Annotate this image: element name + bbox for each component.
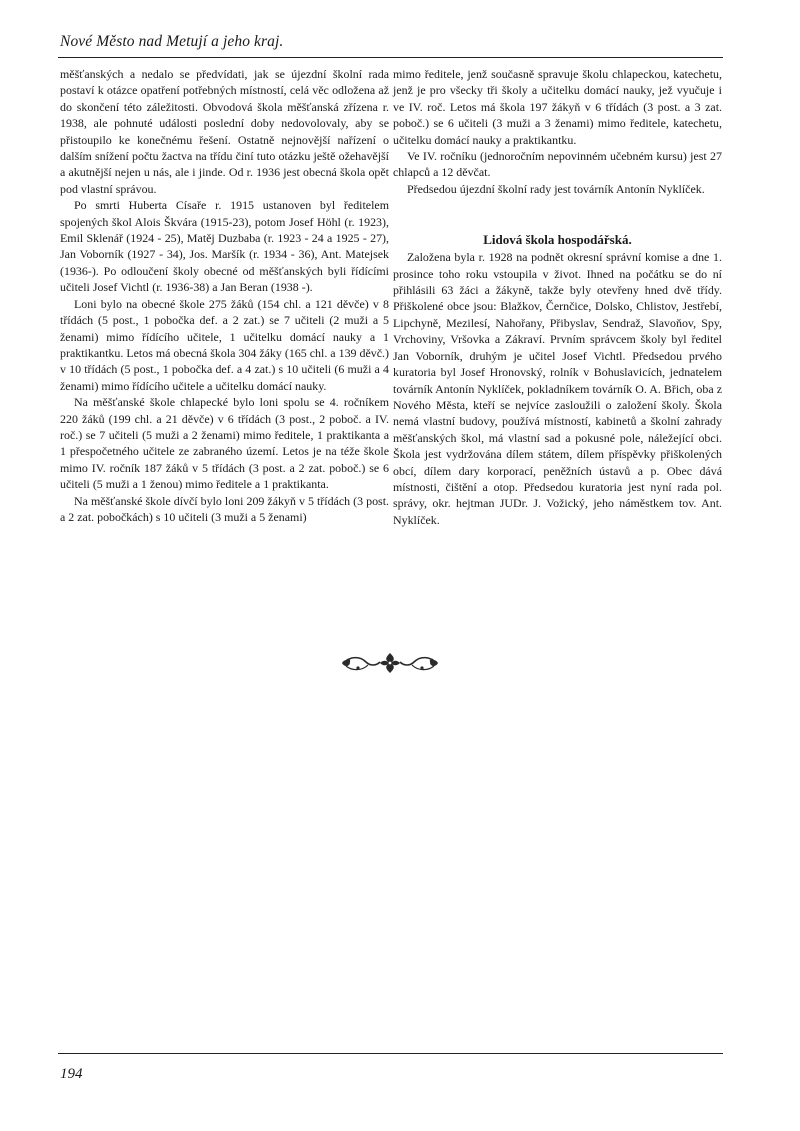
footer-rule [58,1053,723,1054]
floral-ornament-icon [340,650,440,676]
paragraph: Na měšťanské škole dívčí bylo loni 209 žákyň v 5 třídách (3 post. a 2 zat. pobočkách) s 10 učiteli (3 muži a 5 ženami) [60,493,389,524]
paragraph: Předsedou újezdní školní rady jest továrník Antonín Nyklíček. [407,181,705,196]
running-title: Nové Město nad Metují a jeho kraj. [60,33,284,50]
right-column [393,66,722,528]
header-rule [58,57,723,58]
paragraph: mimo ředitele, jenž současně spravuje školu chlapeckou, katechetu, jenž je pro všecky tři školy a učitelku domácí nauky, jež vyučuje i ve IV. roč. Letos má škola 197 žákyň v 6 třídách (3 post. a 3 zat. poboč.) se 6 učiteli (3 muži a 3 ženami) mimo ředitele, katechetu, učitelku domácí nauky a praktikantku. [393,67,722,147]
left-column [60,66,389,525]
paragraph: Loni bylo na obecné škole 275 žáků (154 chl. a 121 děvče) v 8 třídách (5 post., 1 pobočka def. a 2 zat.) se 7 učiteli (2 muži a 5 ženami) mimo řídícího učitele, 1 učitelku domácí nauky a 1 praktikantku. Letos má obecná škola 304 žáky (165 chl. a 139 děvč.) v 10 třídách (5 post., 1 pobočka def. a 4 zat.) s 10 učiteli (6 muži a 4 ženami) mimo řídícího učitele a učitelku domácí nauky. [60,296,389,393]
paragraph: Ve IV. ročníku (jednoročním nepovinném učebném kursu) jest 27 chlapců a 12 děvčat. [393,149,722,180]
paragraph: Na měšťanské škole chlapecké bylo loni spolu se 4. ročníkem 220 žáků (199 chl. a 21 děvče) v 6 třídách (3 post., 2 poboč. a IV. roč.) se 7 učiteli (5 muži a 2 ženami) mimo ředitele, 1 praktikanta a 1 přespočetného učitele ze zabraného území. Letos je na téže škole mimo IV. ročník 187 žáků v 5 třídách (3 post. a 2 zat. poboč.) se 6 učiteli (5 muži a 1 ženou) mimo ředitele a 1 praktikanta. [60,395,389,492]
paragraph: měšťanských a nedalo se předvídati, jak se újezdní školní rada postaví k otázce opatření potřebných místností, celá věc odložena až do skončení této záležitosti. Obvodová škola měšťanská zřízena r. 1938, ale pohnuté události poslední doby nedovolovaly, aby se přistoupilo ke konečnému řešení. Ostatně nejnovější nařízení o dalším snížení počtu žactva na třídu činí tuto otázku ještě ožehavější a akutnější nejen u nás, ale i jinde. Od r. 1936 jest obecná škola opět pod vlastní správou. [60,67,389,196]
page-number: 194 [60,1066,83,1082]
section-heading: Lidová škola hospodářská. [483,232,632,248]
paragraph: Po smrti Huberta Císaře r. 1915 ustanoven byl ředitelem spojených škol Alois Škvára (1915-23), potom Josef Höhl (r. 1923), Emil Sklenář (1924 - 25), Matěj Duzbaba (r. 1923 - 24 a 1925 - 27), Jan Voborník (1927 - 34), Jos. Maršík (r. 1934 - 36), Ant. Matejsek (1936-). Po odloučení školy obecné od měšťanských byli řídícími učiteli Josef Vichtl (r. 1936-38) a Jan Beran (1938 -). [60,198,389,295]
paragraph: Založena byla r. 1928 na podnět okresní správní komise a dne 1. prosince toho roku vstoupila v život. Ihned na počátku se do ní přihlásili 63 žáci a žákyně, takže byly otevřeny hned dvě třídy. Přiškolené obce jsou: Blažkov, Černčice, Dolsko, Chlistov, Jestřebí, Lipchyně, Mezilesí, Nahořany, Přibyslav, Sendraž, Slavoňov, Spy, Vrchoviny, Vršovka a Zákraví. Prvním správcem školy byl ředitel Jan Voborník, druhým je učitel Josef Vichtl. Předsedou prvého kuratoria byl Josef Hronovský, rolník v Bohuslavicích, jednatelem továrník Antonín Nyklíček, pokladníkem továrník O. A. Břich, oba z Nového Města, kteří se nejvíce zasloužili o založení školy. Škola nemá vlastní budovy, používá místností, kabinetů a školní zahrady měšťanských škol, má vlastní sad a pokusné pole, náležející obci. Škola jest vydržována dílem státem, dílem příspěvky přiškolených obcí, dílem dary korporací, peněžních ústavů a p. Obec dává místnosti, čištění a otop. Předsedou kuratoria jest nyní rada pol. správy, okr. hejtman JUDr. J. Vožický, jeho náměstkem tov. Ant. Nyklíček. [393,250,722,527]
